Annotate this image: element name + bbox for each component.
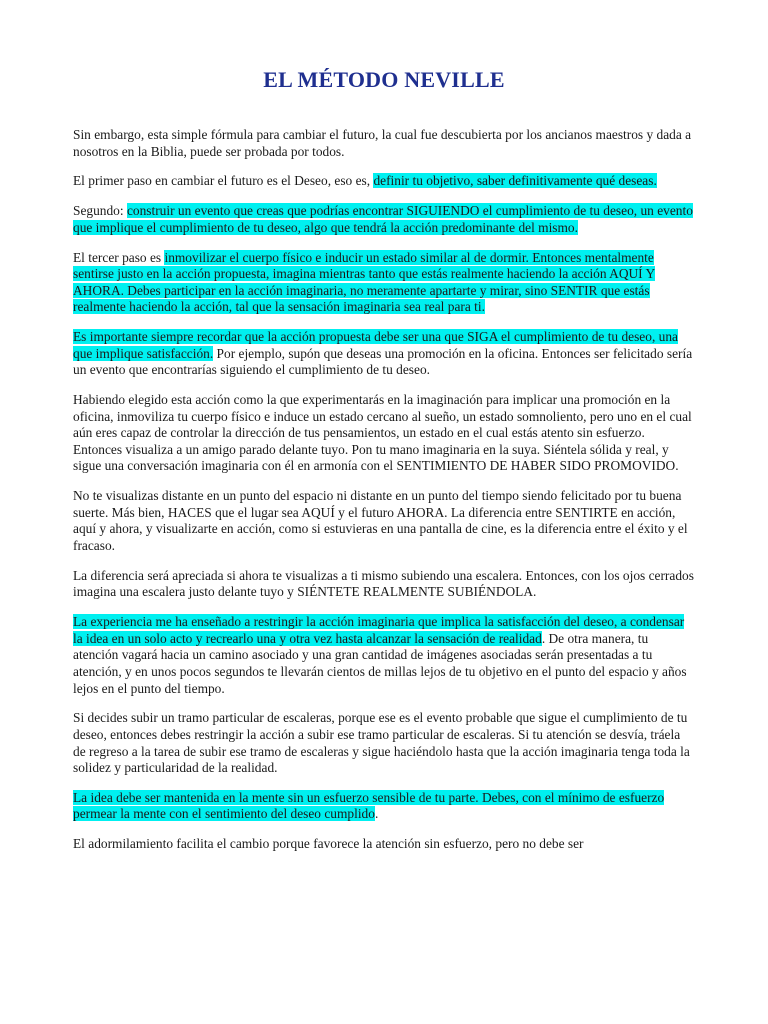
text-segment: Sin embargo, esta simple fórmula para cambiar el futuro, la cual fue descubierta por los ancianos maestros y dada a nosotros en la Biblia, puede ser probada por todos. [73, 127, 692, 159]
paragraph-3 [73, 203, 695, 236]
text-segment: . [374, 806, 379, 822]
text-segment: No te visualizas distante en un punto del espacio ni distante en un punto del tiempo siendo felicitado por tu buena suerte. Más bien, HACES que el lugar sea AQUÍ y el futuro AHORA. La diferencia entre SENTIRTE en acción, aquí y ahora, y visualizarte en acción, como si estuvieras en una pantalla de cine, es la diferencia entre el éxito y el fracaso. [73, 488, 688, 553]
paragraph-11 [73, 790, 695, 823]
paragraph-12 [73, 836, 695, 853]
text-segment: El tercer paso es [73, 249, 165, 265]
paragraph-6 [73, 392, 695, 475]
highlighted-text: construir un evento que creas que podrías encontrar SIGUIENDO el cumplimiento de tu deseo, un evento que implique el cumplimiento de tu deseo, algo que tendrá la acción predominante del mismo. [73, 203, 693, 235]
paragraph-5 [73, 329, 695, 379]
text-segment: Si decides subir un tramo particular de escaleras, porque ese es el evento probable que sigue el cumplimiento de tu deseo, entonces debes restringir la acción a subir ese tramo particular de escaleras. Si tu atención se desvía, tráela de regreso a la tarea de subir ese tramo de escaleras y sigue haciéndolo hasta que la acción imaginaria tenga toda la solidez y particularidad de la realidad. [73, 710, 690, 776]
highlighted-text: La idea debe ser mantenida en la mente sin un esfuerzo sensible de tu parte. Debes, con el mínimo de esfuerzo permear la mente con el sentimiento del deseo cumplido [73, 789, 665, 822]
highlighted-text: definir tu objetivo, saber definitivamente qué deseas. [373, 173, 657, 189]
text-segment: El adormilamiento facilita el cambio porque favorece la atención sin esfuerzo, pero no debe ser [73, 836, 584, 852]
paragraph-4 [73, 250, 695, 316]
paragraph-7 [73, 488, 695, 554]
highlighted-text: La experiencia me ha enseñado a restringir la acción imaginaria que implica la satisfacción del deseo, a condensar la idea en un solo acto y recrearlo una y otra vez hasta alcanzar la sensación de realidad [73, 614, 685, 646]
paragraph-1 [73, 127, 695, 160]
text-segment: Por ejemplo, supón que deseas una promoción en la oficina. Entonces ser felicitado sería un evento que encontrarías siguiendo el cumplimiento de tu deseo. [73, 345, 693, 378]
document-page [73, 66, 695, 866]
page-title: EL MÉTODO NEVILLE [263, 67, 505, 92]
highlighted-text: inmovilizar el cuerpo físico e inducir un estado similar al de dormir. Entonces mentalmente sentirse justo en la acción propuesta, imagina mientras tanto que estás realmente haciendo la acción AQUÍ Y AHORA. Debes participar en la acción imaginaria, no meramente apartarte y mirar, sino SENTIR que estás realmente haciendo la acción, tal que la sensación imaginaria sea real para ti. [73, 249, 656, 315]
paragraph-10 [73, 710, 695, 776]
paragraph-9 [73, 614, 695, 697]
paragraph-8 [73, 568, 695, 601]
text-segment: La diferencia será apreciada si ahora te visualizas a ti mismo subiendo una escalera. Entonces, con los ojos cerrados imagina una escalera justo delante tuyo y SIÉNTETE REALMENTE SUBIÉNDOLA. [73, 567, 694, 600]
text-segment: El primer paso en cambiar el futuro es el Deseo, eso es, [73, 173, 374, 189]
paragraph-2 [73, 173, 695, 190]
highlighted-text: Es importante siempre recordar que la acción propuesta debe ser una que SIGA el cumplimiento de tu deseo, una que implique satisfacción. [73, 329, 678, 361]
text-segment: Segundo: [73, 203, 127, 219]
text-segment: . De otra manera, tu atención vagará hacia un camino asociado y una gran cantidad de imágenes asociadas serán presentadas a tu atención, y en unos pocos segundos te llevarán cientos de millas lejos de tu objetivo en el punto del espacio y años lejos en el punto del tiempo. [73, 630, 687, 696]
text-segment: Habiendo elegido esta acción como la que experimentarás en la imaginación para implicar una promoción en la oficina, inmoviliza tu cuerpo físico e induce un estado cercano al sueño, un estado somnoliento, pero uno en el cual aún eres capaz de controlar la dirección de tus pensamientos, un estado en el cual estás atento sin esfuerzo. Entonces visualiza a un amigo parado delante tuyo. Pon tu mano imaginaria en la suya. Siéntela sólida y real, y sigue una conversación imaginaria con él en armonía con el SENTIMIENTO DE HABER SIDO PROMOVIDO. [73, 392, 692, 474]
